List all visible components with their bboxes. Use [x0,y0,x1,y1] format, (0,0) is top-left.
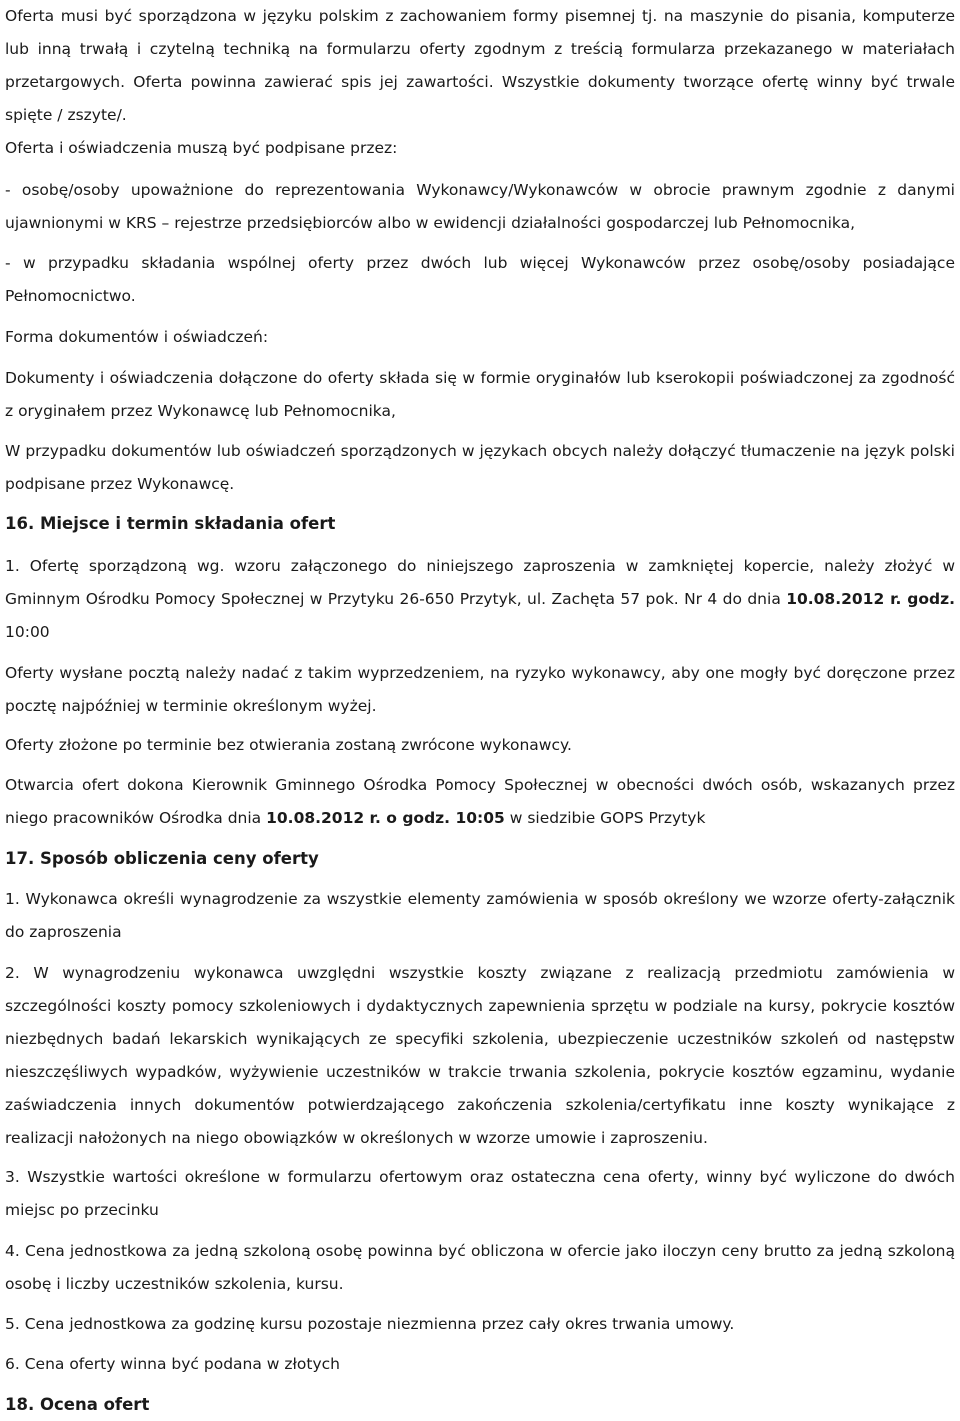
opening-date: 10.08.2012 r. o godz. 10:05 [266,809,505,827]
section-17-heading: 17. Sposób obliczenia ceny oferty [5,849,319,868]
intro-paragraph-originals: Dokumenty i oświadczenia dołączone do oferty składa się w formie oryginałów lub kserokopii poświadczonej za zgodność z oryginałem przez Wykonawcę lub Pełnomocnika, [5,369,955,420]
section-17-point-4: 4. Cena jednostkowa za jedną szkoloną osobę powinna być obliczona w ofercie jako iloczyn ceny brutto za jedną szkoloną osobę i liczby uczestników szkolenia, kursu. [5,1242,955,1293]
submission-text: 1. Ofertę sporządzoną wg. wzoru załączonego do niniejszego zaproszenia w zamkniętej kopercie, należy złożyć w Gminnym Ośrodku Pomocy Społecznej w Przytyku 26-650 Przytyk, ul. Zachęta 57 pok. Nr 4 do dnia [5,557,955,608]
section-16-paragraph-opening [5,769,955,835]
section-17-point-2: 2. W wynagrodzeniu wykonawca uwzględni wszystkie koszty związane z realizacją przedmiotu zamówienia w szczególności koszty pomocy szkoleniowych i dydaktycznych zapewnienia sprzętu w podziale na kursy, pokrycie kosztów niezbędnych badań lekarskich wynikających ze specyfiki szkolenia, ubezpieczenie uczestników szkoleń od następstw nieszczęśliwych wypadków, wyżywienie uczestników w trakcie trwania szkolenia, pokrycie kosztów egzaminu, wydanie zaświadczenia innych dokumentów potwierdzającego zakończenia szkolenia/certyfikatu inne koszty wynikające z realizacji nałożonych na niego obowiązków w określonych w wzorze umowie i zaproszeniu. [5,964,955,1147]
intro-paragraph-translations: W przypadku dokumentów lub oświadczeń sporządzonych w językach obcych należy dołączyć tłumaczenie na język polski podpisane przez Wykonawcę. [5,442,955,493]
opening-place: w siedzibie GOPS Przytyk [504,809,706,827]
section-17-point-6: 6. Cena oferty winna być podana w złotych [5,1355,340,1373]
intro-paragraph-form: Oferta musi być sporządzona w języku polskim z zachowaniem formy pisemnej tj. na maszynie do pisania, komputerze lub inną trwałą i czytelną techniką na formularzu oferty zgodnym z treścią formularza przekazanego w materiałach przetargowych. Oferta powinna zawierać spis jej zawartości. Wszystkie dokumenty tworzące ofertę winny być trwale spięte / zszyte/. [5,7,955,124]
section-17-point-3: 3. Wszystkie wartości określone w formularzu ofertowym oraz ostateczna cena oferty, winny być wyliczone do dwóch miejsc po przecinku [5,1168,955,1219]
section-16-paragraph-postal: Oferty wysłane pocztą należy nadać z takim wyprzedzeniem, na ryzyko wykonawcy, aby one mogły być doręczone przez pocztę najpóźniej w terminie określonym wyżej. [5,664,955,715]
section-16-paragraph-late-offers: Oferty złożone po terminie bez otwierania zostaną zwrócone wykonawcy. [5,736,572,754]
intro-paragraph-document-form: Forma dokumentów i oświadczeń: [5,328,269,346]
submission-deadline: 10.08.2012 r. godz. [786,590,955,608]
opening-text: Otwarcia ofert dokona Kierownik Gminnego Ośrodka Pomocy Społecznej w obecności dwóch osób, wskazanych przez niego pracowników Ośrodka dnia [5,776,955,827]
section-16-heading: 16. Miejsce i termin składania ofert [5,514,336,533]
intro-paragraph-representatives: - osobę/osoby upoważnione do reprezentowania Wykonawcy/Wykonawców w obrocie prawnym zgodnie z danymi ujawnionymi w KRS – rejestrze przedsiębiorców albo w ewidencji działalności gospodarczej lub Pełnomocnika, [5,181,955,232]
submission-time: 10:00 [5,623,50,641]
intro-paragraph-joint-offer: - w przypadku składania wspólnej oferty przez dwóch lub więcej Wykonawców przez osobę/osoby posiadające Pełnomocnictwo. [5,254,955,305]
section-18-heading: 18. Ocena ofert [5,1395,150,1414]
intro-paragraph-signatures: Oferta i oświadczenia muszą być podpisane przez: [5,139,398,157]
section-17-point-1: 1. Wykonawca określi wynagrodzenie za wszystkie elementy zamówienia w sposób określony we wzorze oferty-załącznik do zaproszenia [5,890,955,941]
section-16-paragraph-submission [5,550,955,649]
section-17-point-5: 5. Cena jednostkowa za godzinę kursu pozostaje niezmienna przez cały okres trwania umowy. [5,1315,735,1333]
